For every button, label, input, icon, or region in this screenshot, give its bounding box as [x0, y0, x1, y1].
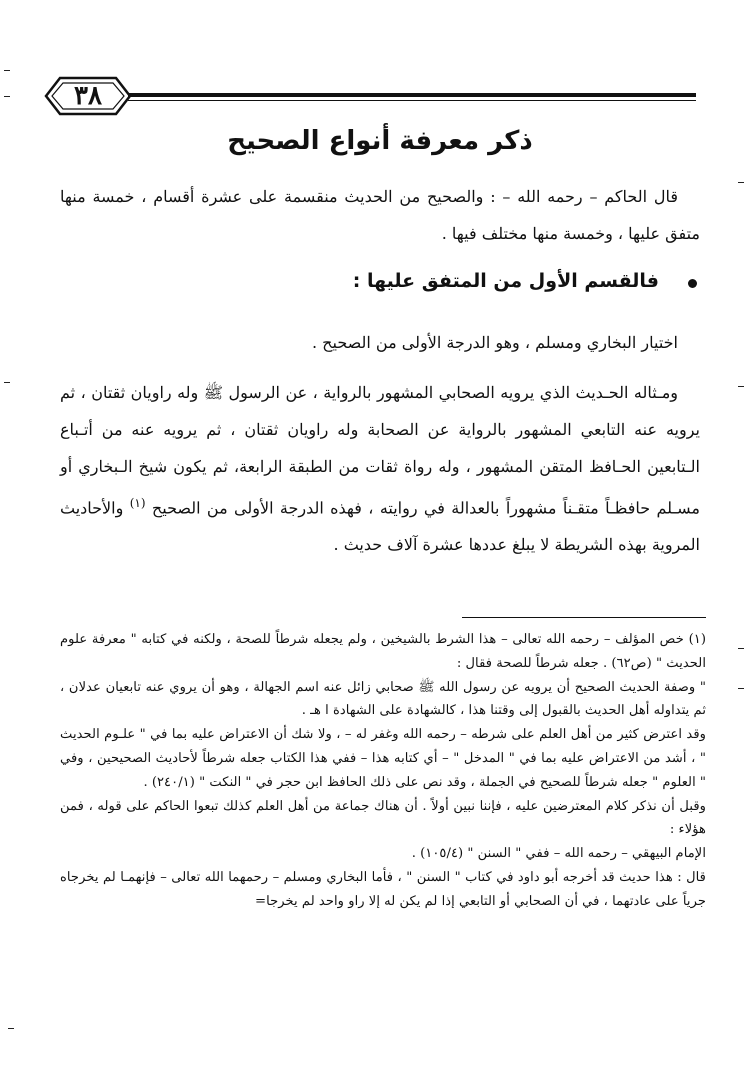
footnote-line: قال : هذا حديث قد أخرجه أبو داود في كتاب " السنن " ، فأما البخاري ومسلم – رحمهما الله تعالى – فإنهمـا لم يخرجاه جرياً على عادتهما ، في أن الصحابي أو التابعي إذا لم يكن له إلا راو واحد لم يخرجا= [60, 869, 706, 909]
footnote-line: (١) خص المؤلف – رحمه الله تعالى – هذا الشرط بالشيخين ، ولم يجعله شرطاً للصحة ، ولكنه في كتابه " معرفة علوم الحديث " (ص٦٢) . جعله شرطاً للصحة فقال : [60, 632, 706, 671]
margin-mark [4, 70, 10, 71]
section-heading: فالقسم الأول من المتفق عليها : [352, 270, 659, 292]
margin-mark [4, 96, 10, 97]
footnotes [60, 628, 706, 914]
margin-mark [738, 182, 744, 183]
margin-mark [4, 382, 10, 383]
bullet-icon [688, 279, 697, 288]
header-rule-thin [128, 100, 696, 101]
footnote-line: الإمام البيهقي – رحمه الله – ففي " السنن " (١٠٥/٤) . [411, 846, 706, 862]
footnote-line: " وصفة الحديث الصحيح أن يرويه عن رسول الله ﷺ صحابي زائل عنه اسم الجهالة ، وهو أن يروي عنه تابعيان عدلان ، ثم يتداوله أهل الحديث بالقبول إلى وقتنا هذا ، كالشهادة على الشهادة ا هـ . [60, 679, 706, 719]
example-text: ومـثاله الحـديث الذي يرويه الصحابي المشهور بالرواية ، عن الرسول ﷺ وله راويان ثقتان ، ثم يرويه عنه التابعي المشهور بالرواية عن الصحابة وله راويان ثقتان ، ثم يرويه عنه من أتـباع الـتابعين الحـافظ المتقن المشهور ، وله رواة ثقات من الطبقة الرابعة، ثم يكون شيخ الـبخاري أو مسـلم حافظـاً متقـناً مشهوراً بالعدالة في روايته ، فهذه الدرجة الأولى من الصحيح [60, 383, 700, 518]
footnote-marker: (١) [129, 496, 146, 510]
paragraph-example [60, 374, 700, 563]
header-rule [128, 93, 696, 97]
margin-mark [738, 688, 744, 689]
margin-mark [738, 648, 744, 649]
footnote-line: وقبل أن نذكر كلام المعترضين عليه ، فإننا نبين أولاً . أن هناك جماعة من أهل العلم كذلك تبعوا الحاكم على قوله ، فمن هؤلاء : [60, 798, 706, 838]
paragraph-definition: اختيار البخاري ومسلم ، وهو الدرجة الأولى من الصحيح . [311, 333, 678, 352]
margin-mark [8, 1028, 14, 1029]
example-end-text: والأحاديث المروية بهذه الشريطة لا يبلغ عددها عشرة آلاف حديث . [60, 498, 700, 555]
page-number-badge [44, 74, 132, 118]
chapter-title: ذكر معرفة أنواع الصحيح [227, 126, 533, 156]
footnote-separator [462, 617, 706, 618]
margin-mark [738, 386, 744, 387]
page-number: ٣٨ [74, 81, 102, 111]
paragraph-intro: قال الحاكم – رحمه الله – : والصحيح من الحديث منقسمة على عشرة أقسام ، خمسة منها متفق عليها ، وخمسة منها مختلف فيها . [60, 187, 700, 243]
footnote-line: وقد اعترض كثير من أهل العلم على شرطه – رحمه الله وغفر له – ، ولا شك أن الاعتراض عليه بما في " علـوم الحديث " ، أشد من الاعتراض عليه بما في " المدخل " – أي كتابه هذا – ففي هذا الكتاب جعله شرطاً لأحاديث الصحيحين ، وفي " العلوم " جعله شرطاً للصحيح في الجملة ، وقد نص على ذلك الحافظ ابن حجر في " النكت " (٢٤٠/١) . [60, 727, 706, 790]
